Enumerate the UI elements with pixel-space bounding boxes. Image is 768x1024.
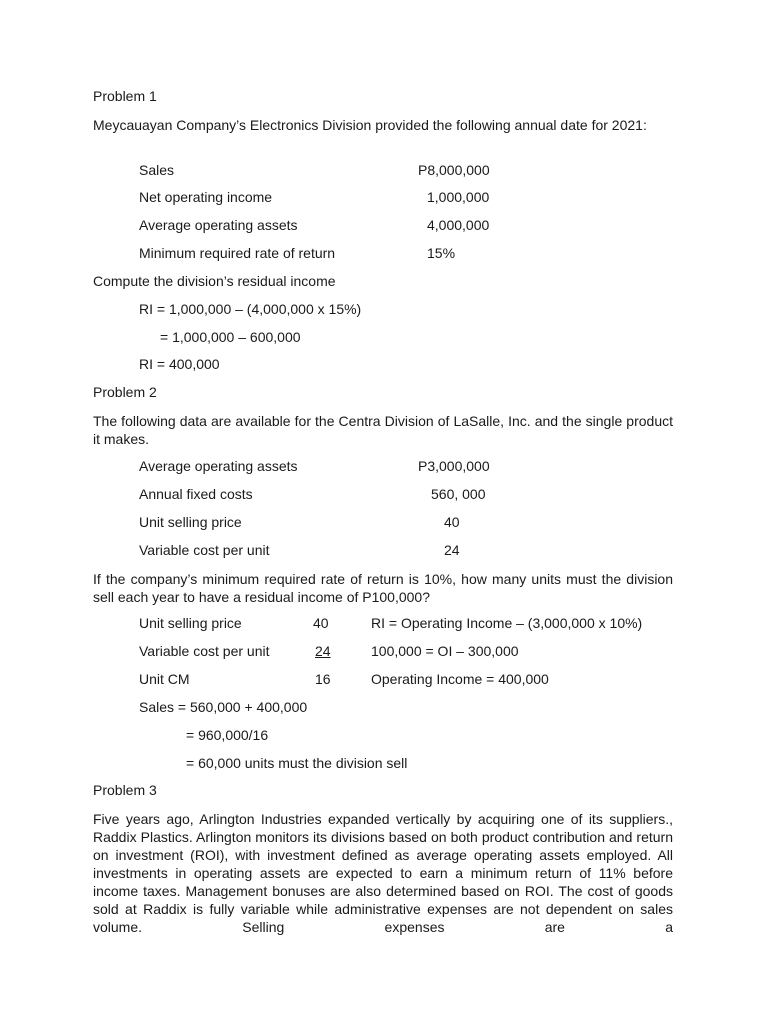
p2-row-value: 560, 000 — [431, 486, 486, 502]
problem-3-body: Five years ago, Arlington Industries expanded vertically by acquiring one of its suppliers., Raddix Plastics. Arlington monitors its divisions based on both product contribution and return on investment (ROI), with investment defined as average operating assets employed. All investments in operating assets are expected to earn a minimum return of 11% before income taxes. Management bonuses are also determined based on ROI. The cost of goods sold at Raddix is fully variable while administrative expenses are not dependent on sales volume. Selling expenses are a — [93, 811, 673, 935]
p1-row-label: Average operating assets — [139, 217, 298, 233]
p2-calc-formula: RI = Operating Income – (3,000,000 x 10%) — [371, 615, 643, 631]
p2-calc-label: Variable cost per unit — [139, 643, 270, 659]
p2-calc-value: 24 — [315, 643, 331, 659]
p1-solution-line: RI = 1,000,000 – (4,000,000 x 15%) — [139, 301, 362, 317]
p1-row-value: 4,000,000 — [427, 217, 490, 233]
p2-calc-value: 16 — [315, 671, 331, 687]
problem-2-heading: Problem 2 — [93, 384, 157, 400]
p2-row-label: Annual fixed costs — [139, 486, 253, 502]
p1-row-label: Sales — [139, 162, 175, 178]
p2-calc-label: Unit selling price — [139, 615, 242, 631]
p1-solution-line: = 1,000,000 – 600,000 — [160, 329, 301, 345]
p2-row-value: 40 — [444, 514, 460, 530]
problem-1-heading: Problem 1 — [93, 88, 157, 104]
p2-calc-label: Unit CM — [139, 671, 190, 687]
p1-row-value: 1,000,000 — [427, 189, 490, 205]
p2-calc-value: 40 — [313, 615, 329, 631]
p1-row-label: Minimum required rate of return — [139, 245, 336, 261]
p2-row-label: Average operating assets — [139, 458, 298, 474]
p1-solution-line: RI = 400,000 — [139, 356, 220, 372]
problem-3-heading: Problem 3 — [93, 782, 157, 798]
p2-row-label: Unit selling price — [139, 514, 242, 530]
p1-row-value: 15% — [427, 245, 456, 261]
p2-row-label: Variable cost per unit — [139, 542, 270, 558]
p1-row-label: Net operating income — [139, 189, 273, 205]
problem-1-question: Compute the division’s residual income — [93, 273, 336, 289]
p2-calc-formula: Operating Income = 400,000 — [371, 671, 549, 687]
p1-row-value: P8,000,000 — [418, 162, 490, 178]
problem-1-intro: Meycauayan Company’s Electronics Division provided the following annual date for 2021: — [93, 117, 647, 133]
p2-row-value: P3,000,000 — [418, 458, 490, 474]
p2-calc-formula: 100,000 = OI – 300,000 — [371, 643, 519, 659]
p2-row-value: 24 — [444, 542, 460, 558]
p2-solution-line: = 960,000/16 — [186, 727, 269, 743]
p2-solution-line: Sales = 560,000 + 400,000 — [139, 699, 308, 715]
p2-solution-line: = 60,000 units must the division sell — [186, 755, 408, 771]
problem-2-question: If the company’s minimum required rate of return is 10%, how many units must the division sell each year to have a residual income of P100,000? — [93, 571, 673, 605]
problem-2-intro: The following data are available for the Centra Division of LaSalle, Inc. and the single product it makes. — [93, 413, 673, 447]
